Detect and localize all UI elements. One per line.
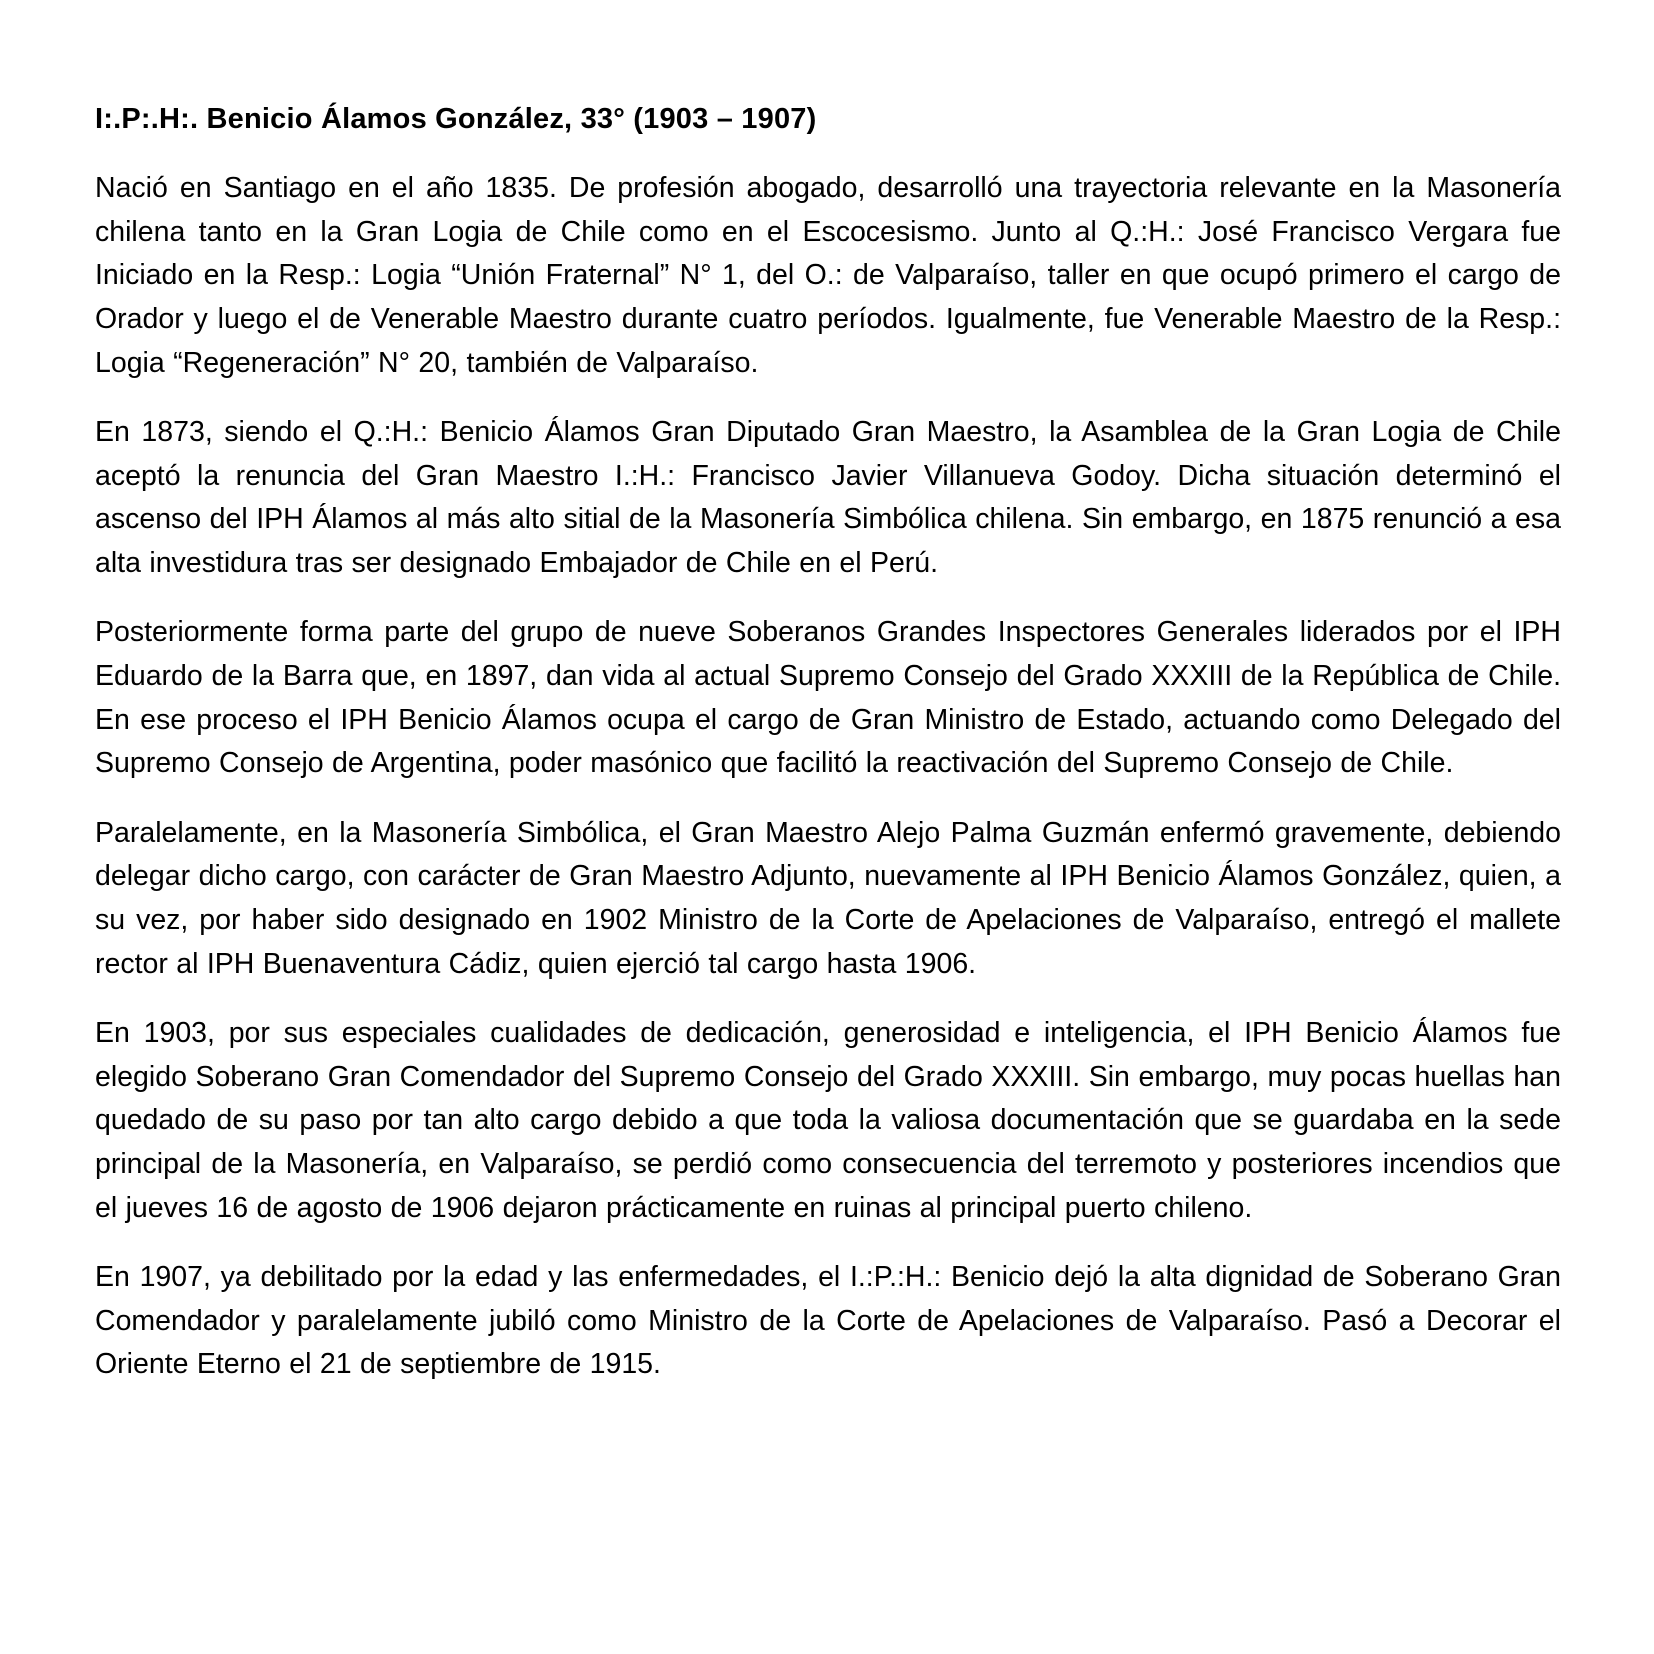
paragraph-1907-retirement: En 1907, ya debilitado por la edad y las enfermedades, el I.:P.:H.: Benicio dejó la alta dignidad de Soberano Gran Comendador y paralelamente jubiló como Ministro de la Corte de Apelaciones de Valparaíso. Pasó a Decorar el Oriente Eterno el 21 de septiembre de 1915.: [95, 1261, 1561, 1381]
paragraph-supreme-council-1897: Posteriormente forma parte del grupo de nueve Soberanos Grandes Inspectores Generales liderados por el IPH Eduardo de la Barra que, en 1897, dan vida al actual Supremo Consejo del Grado XXXIII de la República de Chile. En ese proceso el IPH Benicio Álamos ocupa el cargo de Gran Ministro de Estado, actuando como Delegado del Supremo Consejo de Argentina, poder masónico que facilitó la reactivación del Supremo Consejo de Chile.: [95, 616, 1561, 780]
paragraph-1903-commander: En 1903, por sus especiales cualidades de dedicación, generosidad e inteligencia, el IPH Benicio Álamos fue elegido Soberano Gran Comendador del Supremo Consejo del Grado XXXIII. Sin embargo, muy pocas huellas han quedado de su paso por tan alto cargo debido a que toda la valiosa documentación que se guardaba en la sede principal de la Masonería, en Valparaíso, se perdió como consecuencia del terremoto y posteriores incendios que el jueves 16 de agosto de 1906 dejaron prácticamente en ruinas al principal puerto chileno.: [95, 1017, 1561, 1224]
paragraph-adjunct-grand-master: Paralelamente, en la Masonería Simbólica, el Gran Maestro Alejo Palma Guzmán enfermó gravemente, debiendo delegar dicho cargo, con carácter de Gran Maestro Adjunto, nuevamente al IPH Benicio Álamos González, quien, a su vez, por haber sido designado en 1902 Ministro de la Corte de Apelaciones de Valparaíso, entregó el mallete rector al IPH Buenaventura Cádiz, quien ejerció tal cargo hasta 1906.: [95, 816, 1561, 980]
paragraph-1873-grand-master: En 1873, siendo el Q.:H.: Benicio Álamos Gran Diputado Gran Maestro, la Asamblea de la Gran Logia de Chile aceptó la renuncia del Gran Maestro I.:H.: Francisco Javier Villanueva Godoy. Dicha situación determinó el ascenso del IPH Álamos al más alto sitial de la Masonería Simbólica chilena. Sin embargo, en 1875 renunció a esa alta investidura tras ser designado Embajador de Chile en el Perú.: [95, 416, 1561, 579]
paragraph-birth-and-lodges: Nació en Santiago en el año 1835. De profesión abogado, desarrolló una trayectoria relevante en la Masonería chilena tanto en la Gran Logia de Chile como en el Escocesismo. Junto al Q.:H.: José Francisco Vergara fue Iniciado en la Resp.: Logia “Unión Fraternal” N° 1, del O.: de Valparaíso, taller en que ocupó primero el cargo de Orador y luego el de Venerable Maestro durante cuatro períodos. Igualmente, fue Venerable Maestro de la Resp.: Logia “Regeneración” N° 20, también de Valparaíso.: [95, 172, 1561, 379]
document-title: I:.P:.H:. Benicio Álamos González, 33° (1903 – 1907): [95, 103, 817, 135]
